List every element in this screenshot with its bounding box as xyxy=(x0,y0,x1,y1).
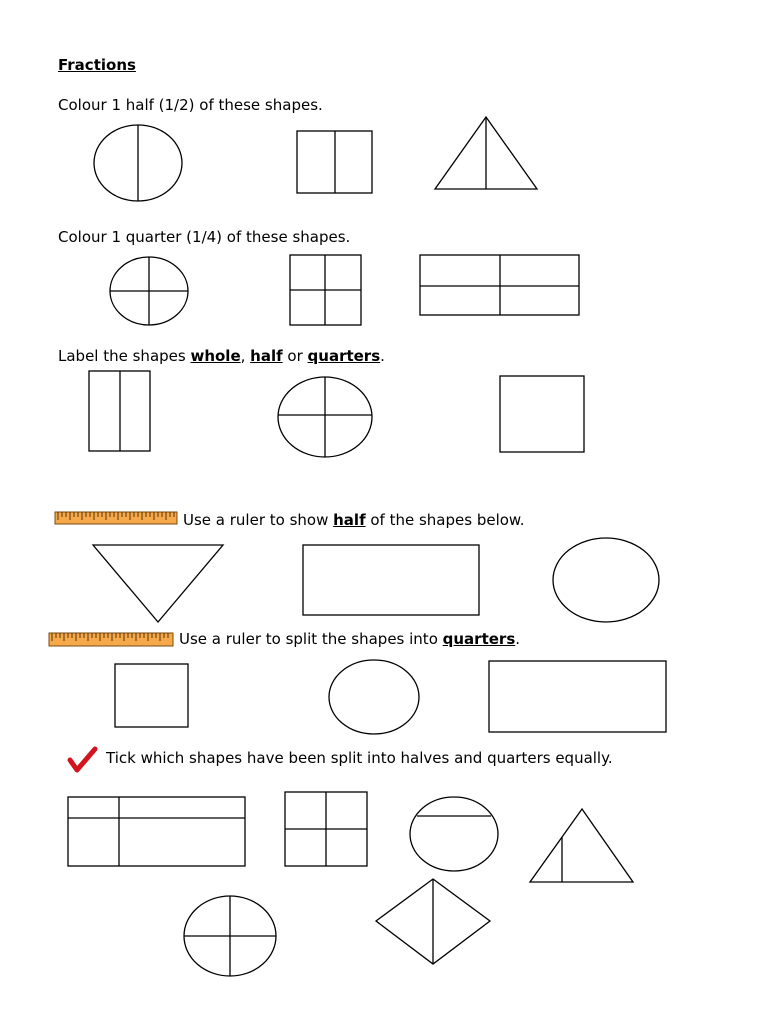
rectangle-blank[interactable] xyxy=(303,545,479,615)
rectangle-unequal-split[interactable] xyxy=(68,797,245,866)
ruler-half-prefix: Use a ruler to show xyxy=(183,511,334,529)
square-quarters-tick[interactable] xyxy=(285,792,367,866)
ruler-quarters-suffix: . xyxy=(515,630,521,648)
oval-unequal-split[interactable] xyxy=(410,797,498,871)
square-quarters[interactable] xyxy=(290,255,361,325)
circle-half[interactable] xyxy=(94,125,182,201)
red-tick-icon xyxy=(70,749,95,770)
label-end: . xyxy=(380,347,385,365)
triangle-blank[interactable] xyxy=(93,545,223,622)
ruler-quarters-prefix: Use a ruler to split the shapes into xyxy=(179,630,443,648)
label-or: or xyxy=(282,347,308,365)
square-half[interactable] xyxy=(297,131,372,193)
word-whole: whole xyxy=(190,347,241,365)
square-blank[interactable] xyxy=(115,664,188,727)
oval-blank[interactable] xyxy=(553,538,659,622)
word-half: half xyxy=(250,347,283,365)
instruction-tick: Tick which shapes have been split into halves and quarters equally. xyxy=(106,749,613,767)
rectangle-blank-2[interactable] xyxy=(489,661,666,732)
triangle-unequal-split[interactable] xyxy=(530,809,633,882)
label-prefix: Label the shapes xyxy=(58,347,191,365)
circle-quarters-tick[interactable] xyxy=(184,896,276,976)
ruler-icon-2 xyxy=(49,633,173,646)
oval-blank-2[interactable] xyxy=(329,660,419,734)
ruler-half-emph: half xyxy=(333,511,366,529)
label-comma: , xyxy=(240,347,251,365)
square-whole-to-label[interactable] xyxy=(500,376,584,452)
instruction-colour-half: Colour 1 half (1/2) of these shapes. xyxy=(58,96,323,114)
rectangle-halves-to-label[interactable] xyxy=(89,371,150,451)
page-title: Fractions xyxy=(58,56,136,74)
ruler-icon xyxy=(55,512,177,524)
circle-quarters[interactable] xyxy=(110,257,188,325)
diamond-half-tick[interactable] xyxy=(376,879,490,964)
triangle-half[interactable] xyxy=(435,117,537,189)
word-quarters: quarters xyxy=(307,347,381,365)
ruler-half-suffix: of the shapes below. xyxy=(365,511,525,529)
rectangle-quarters[interactable] xyxy=(420,255,579,315)
circle-quarters-to-label[interactable] xyxy=(278,377,372,457)
ruler-quarters-emph: quarters xyxy=(442,630,516,648)
instruction-colour-quarter: Colour 1 quarter (1/4) of these shapes. xyxy=(58,228,351,246)
